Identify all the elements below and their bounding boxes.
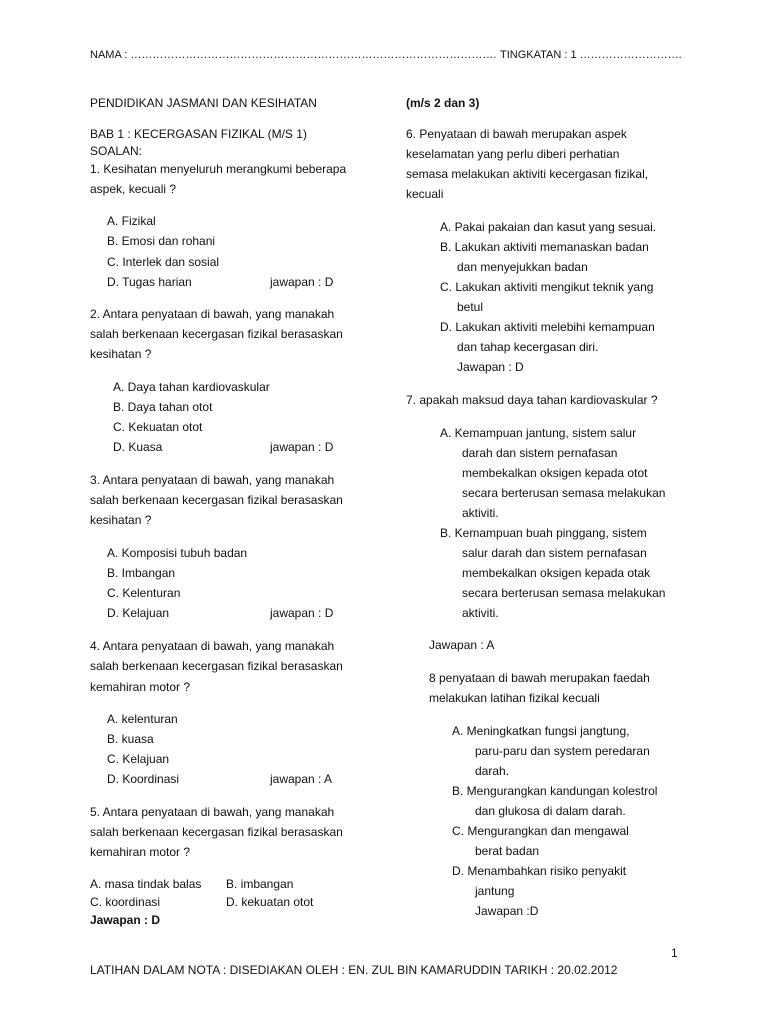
- q6-option: B. Lakukan aktiviti memanaskan badan: [440, 240, 649, 254]
- q8-answer: Jawapan :D: [475, 904, 539, 918]
- q4-option: A. kelenturan: [107, 712, 178, 726]
- q4-text-line: salah berkenaan kecergasan fizikal berasaskan: [90, 659, 343, 673]
- q7-option: B. Kemampuan buah pinggang, sistem: [440, 526, 647, 540]
- q4-text-line: kemahiran motor ?: [90, 680, 191, 694]
- q6-text-line: semasa melakukan aktiviti kecergasan fizikal,: [406, 167, 649, 181]
- q5-option: B. imbangan: [226, 877, 294, 891]
- q7-option-continued: secara berterusan semasa melakukan: [462, 586, 666, 600]
- footer-text: LATIHAN DALAM NOTA : DISEDIAKAN OLEH : EN. ZUL BIN KAMARUDDIN TARIKH : 20.02.2012: [90, 963, 618, 977]
- q3-text-line: salah berkenaan kecergasan fizikal berasaskan: [90, 493, 343, 507]
- q3-option: B. Imbangan: [107, 566, 176, 580]
- q4-option: B. kuasa: [107, 732, 154, 746]
- q8-option-continued: darah.: [475, 764, 510, 778]
- q5-option: D. kekuatan otot: [226, 895, 314, 909]
- q5-answer: Jawapan : D: [90, 913, 161, 927]
- q1-option: A. Fizikal: [107, 214, 156, 228]
- q8-option: D. Menambahkan risiko penyakit: [452, 864, 627, 878]
- q3-text-line: 3. Antara penyataan di bawah, yang manakah: [90, 473, 335, 487]
- q1-option: C. Interlek dan sosial: [107, 255, 220, 269]
- q6-option: A. Pakai pakaian dan kasut yang sesuai.: [440, 220, 657, 234]
- q7-option: A. Kemampuan jantung, sistem salur: [440, 426, 637, 440]
- q7-option-continued: darah dan sistem pernafasan: [462, 446, 618, 460]
- q4-option: D. Koordinasi: [107, 772, 180, 786]
- q6-answer: Jawapan : D: [457, 360, 524, 374]
- pages-reference: (m/s 2 dan 3): [406, 96, 480, 110]
- q7-option-continued: aktiviti.: [462, 506, 499, 520]
- page-number: 1: [671, 946, 678, 960]
- q4-answer: jawapan : A: [270, 772, 333, 786]
- q6-text-line: 6. Penyataan di bawah merupakan aspek: [406, 127, 627, 141]
- q6-option-continued: betul: [457, 300, 484, 314]
- q3-text-line: kesihatan ?: [90, 513, 152, 527]
- q8-option-continued: jantung: [475, 884, 515, 898]
- q7-option-continued: aktiviti.: [462, 606, 499, 620]
- q1-text-line: aspek, kecuali ?: [90, 182, 177, 196]
- chapter-title: BAB 1 : KECERGASAN FIZIKAL (M/S 1): [90, 127, 307, 141]
- q8-option-continued: paru-paru dan system peredaran: [475, 744, 650, 758]
- q8-option: A. Meningkatkan fungsi jangtung,: [452, 724, 630, 738]
- q3-option: C. Kelenturan: [107, 586, 181, 600]
- q4-option: C. Kelajuan: [107, 752, 170, 766]
- q8-option-continued: berat badan: [475, 844, 540, 858]
- q3-option: D. Kelajuan: [107, 606, 170, 620]
- q1-option: D. Tugas harian: [107, 275, 192, 289]
- q7-answer: Jawapan : A: [429, 638, 495, 652]
- q5-text-line: kemahiran motor ?: [90, 845, 191, 859]
- q7-option-continued: salur darah dan sistem pernafasan: [462, 546, 647, 560]
- q7-option-continued: membekalkan oksigen kepada otot: [462, 466, 648, 480]
- q3-answer: jawapan : D: [270, 606, 334, 620]
- q5-text-line: 5. Antara penyataan di bawah, yang manakah: [90, 805, 335, 819]
- q2-text-line: 2. Antara penyataan di bawah, yang manakah: [90, 307, 335, 321]
- q6-text-line: kecuali: [406, 187, 444, 201]
- q8-option-continued: dan glukosa di dalam darah.: [475, 804, 626, 818]
- q2-option: C. Kekuatan otot: [113, 420, 203, 434]
- q2-answer: jawapan : D: [270, 440, 334, 454]
- q6-text-line: keselamatan yang perlu diberi perhatian: [406, 147, 620, 161]
- subject-title: PENDIDIKAN JASMANI DAN KESIHATAN: [90, 96, 317, 110]
- q7-option-continued: membekalkan oksigen kepada otak: [462, 566, 651, 580]
- q8-text-line: 8 penyataan di bawah merupakan faedah: [429, 671, 650, 685]
- q8-text-line: melakukan latihan fizikal kecuali: [429, 691, 600, 705]
- q5-option: A. masa tindak balas: [90, 877, 202, 891]
- q6-option-continued: dan menyejukkan badan: [457, 260, 588, 274]
- q3-option: A. Komposisi tubuh badan: [107, 546, 248, 560]
- q2-option: D. Kuasa: [113, 440, 163, 454]
- class-field-label: TINGKATAN : 1 ……………………….: [500, 49, 682, 61]
- q2-option: A. Daya tahan kardiovaskular: [113, 380, 270, 394]
- q2-option: B. Daya tahan otot: [113, 400, 213, 414]
- q7-option-continued: secara berterusan semasa melakukan: [462, 486, 666, 500]
- q2-text-line: salah berkenaan kecergasan fizikal berasaskan: [90, 327, 343, 341]
- name-field-label: NAMA : ……………………………………………………………………………………….: [90, 49, 497, 61]
- q1-option: B. Emosi dan rohani: [107, 234, 216, 248]
- q1-text-line: 1. Kesihatan menyeluruh merangkumi beberapa: [90, 162, 347, 176]
- q5-text-line: salah berkenaan kecergasan fizikal berasaskan: [90, 825, 343, 839]
- q6-option: D. Lakukan aktiviti melebihi kemampuan: [440, 320, 655, 334]
- q6-option-continued: dan tahap kecergasan diri.: [457, 340, 599, 354]
- q7-text-line: 7. apakah maksud daya tahan kardiovaskular ?: [406, 393, 658, 407]
- q5-option: C. koordinasi: [90, 895, 161, 909]
- q8-option: C. Mengurangkan dan mengawal: [452, 824, 629, 838]
- q6-option: C. Lakukan aktiviti mengikut teknik yang: [440, 280, 654, 294]
- q8-option: B. Mengurangkan kandungan kolestrol: [452, 784, 658, 798]
- q1-answer: jawapan : D: [270, 275, 334, 289]
- soalan-heading: SOALAN:: [90, 144, 143, 158]
- q2-text-line: kesihatan ?: [90, 347, 152, 361]
- q4-text-line: 4. Antara penyataan di bawah, yang manakah: [90, 639, 335, 653]
